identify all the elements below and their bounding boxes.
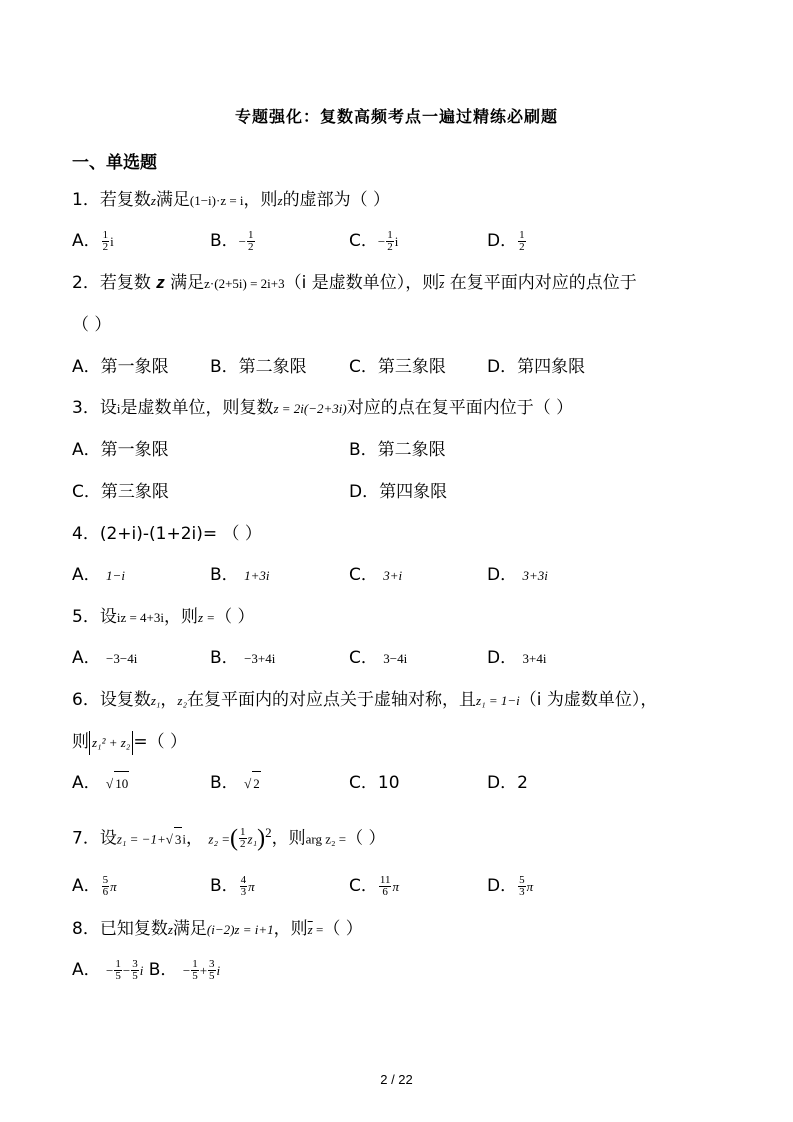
question-1: 1．若复数z满足(1−i)·z = i，则z的虚部为（ ） bbox=[72, 190, 391, 210]
question-6-cont: 则 z₁² + z₂ =（ ） bbox=[72, 730, 187, 755]
q5-option-b[interactable]: B． −3+4i bbox=[210, 648, 276, 668]
q3-option-d[interactable]: D．第四象限 bbox=[349, 482, 448, 502]
q1-option-b[interactable]: B．− $\frac{1}{2}$ bbox=[210, 228, 254, 253]
q6-option-d[interactable]: D．2 bbox=[487, 773, 528, 793]
q4-option-b[interactable]: B． 1+3i bbox=[210, 565, 270, 585]
q3-option-a[interactable]: A．第一象限 bbox=[72, 440, 169, 460]
q5-option-d[interactable]: D． 3+4i bbox=[487, 648, 547, 668]
q3-option-c[interactable]: C．第三象限 bbox=[72, 482, 169, 502]
q8-options bbox=[72, 958, 220, 983]
q8-option-b[interactable]: B． − $\frac{1}{5}$ + $\frac{3}{5}$ i bbox=[148, 957, 221, 982]
q2-option-c[interactable]: C．第三象限 bbox=[349, 357, 446, 377]
question-5: 5．设iz = 4+3i，则z =（ ） bbox=[72, 607, 255, 627]
q1-option-a[interactable]: A． $\frac{1}{2}$ i bbox=[72, 228, 114, 253]
question-7: 7．设z₁ = −1+√ 3i， z₂ =( $\frac{1}{2}$ z₁)$^2$，则arg z₂ =（ ） bbox=[72, 825, 386, 852]
page-number: 2 / 22 bbox=[380, 1072, 413, 1087]
question-4: 4．(2+i)-(1+2i)= （ ） bbox=[72, 524, 262, 544]
q7-option-c[interactable]: C． $\frac{11}{6}$ π bbox=[349, 873, 399, 898]
q6-option-a[interactable]: A． √ 10 bbox=[72, 771, 129, 796]
q6-option-c[interactable]: C．10 bbox=[349, 773, 400, 793]
q1-option-d[interactable]: D． $\frac{1}{2}$ bbox=[487, 228, 525, 253]
page-title: 专题强化：复数高频考点一遍过精练必刷题 bbox=[234, 107, 558, 126]
q4-option-a[interactable]: A． 1−i bbox=[72, 565, 125, 585]
q7-option-d[interactable]: D． $\frac{5}{3}$ π bbox=[487, 873, 534, 898]
q5-option-c[interactable]: C． 3−4i bbox=[349, 648, 408, 668]
q3-option-b[interactable]: B．第二象限 bbox=[349, 440, 446, 460]
q5-option-a[interactable]: A． −3−4i bbox=[72, 648, 138, 668]
q8-option-a[interactable]: A． − $\frac{1}{5}$ − $\frac{3}{5}$ i bbox=[72, 957, 144, 982]
q1-option-c[interactable]: C．− $\frac{1}{2}$ i bbox=[349, 228, 399, 253]
question-2-cont: （ ） bbox=[72, 315, 112, 335]
question-2: 2．若复数 z 满足z·(2+5i) = 2i+3（i 是虚数单位），则$\overline{z}$ 在复平面内对应的点位于 bbox=[72, 273, 637, 293]
q2-option-b[interactable]: B．第二象限 bbox=[210, 357, 307, 377]
section-heading: 一、单选题 bbox=[72, 153, 157, 173]
q4-option-c[interactable]: C． 3+i bbox=[349, 565, 403, 585]
q2-option-a[interactable]: A．第一象限 bbox=[72, 357, 169, 377]
q7-option-b[interactable]: B． $\frac{4}{3}$ π bbox=[210, 873, 255, 898]
q6-option-b[interactable]: B． √ 2 bbox=[210, 771, 261, 796]
q4-option-d[interactable]: D． 3+3i bbox=[487, 565, 548, 585]
q7-option-a[interactable]: A． $\frac{5}{6}$ π bbox=[72, 873, 117, 898]
question-8: 8．已知复数z满足(i−2)z = i+1，则$\overline{z}$ =（ ） bbox=[72, 919, 363, 939]
question-6: 6．设复数z₁，z₂在复平面内的对应点关于虚轴对称，且z₁ = 1−i（i 为虚数单位）， bbox=[72, 690, 658, 710]
q2-option-d[interactable]: D．第四象限 bbox=[487, 357, 586, 377]
question-3: 3．设i是虚数单位，则复数z = 2i(−2+3i)对应的点在复平面内位于（ ） bbox=[72, 398, 574, 418]
